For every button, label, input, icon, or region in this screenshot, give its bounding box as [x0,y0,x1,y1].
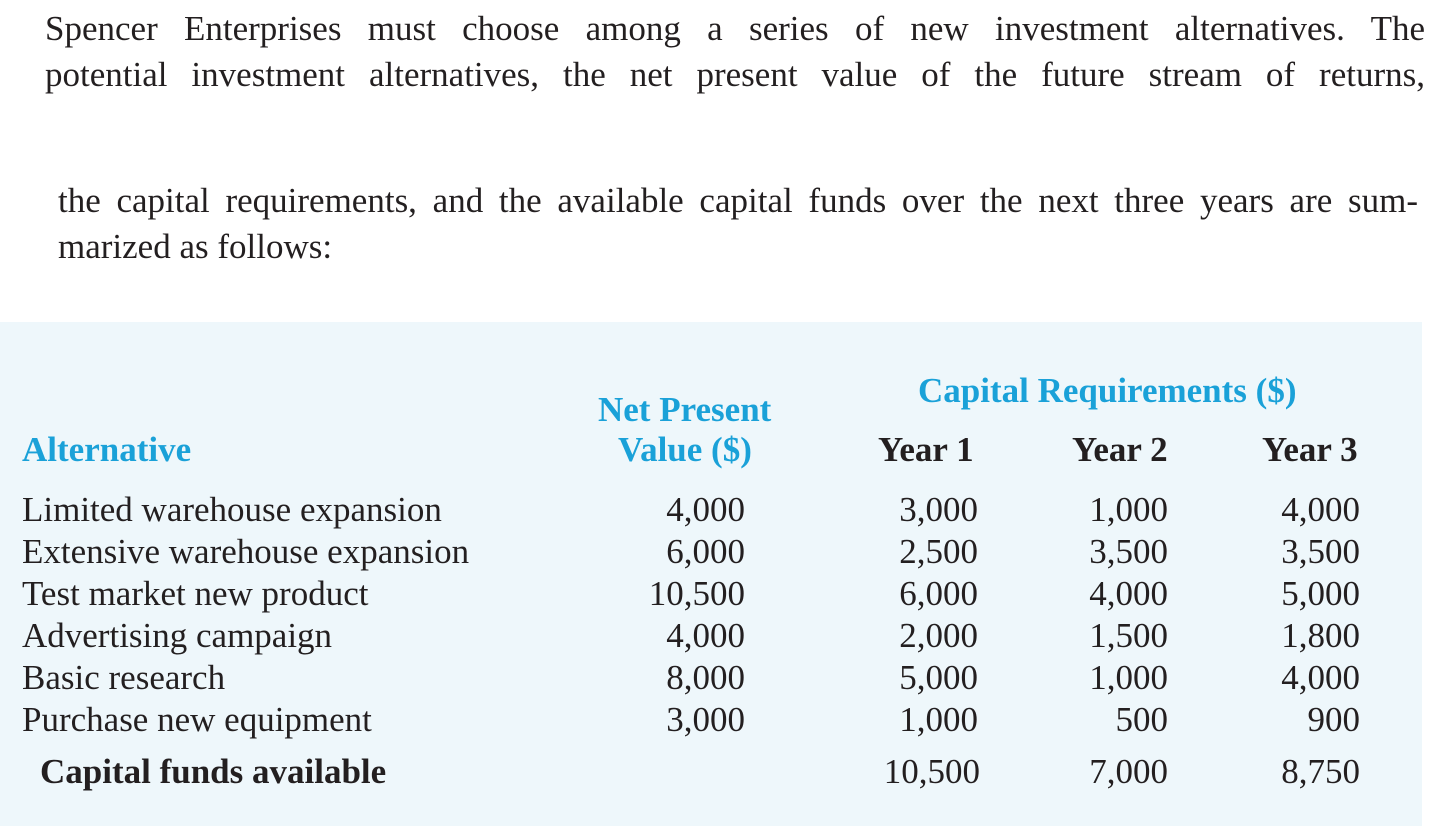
intro-line-4: marized as follows: [58,227,333,266]
npv-value: 6,000 [666,532,745,571]
npv-value: 4,000 [666,490,745,529]
year2-value: 500 [1115,700,1168,739]
investment-table [0,322,1422,826]
year3-value: 4,000 [1281,658,1360,697]
year1-value: 5,000 [899,658,978,697]
npv-header-line2: Value ($) [618,430,752,469]
year1-value: 1,000 [899,700,978,739]
capital-funds-year1: 10,500 [883,752,980,791]
year3-value: 5,000 [1281,574,1360,613]
year3-value: 4,000 [1281,490,1360,529]
year1-value: 2,500 [899,532,978,571]
npv-value: 8,000 [666,658,745,697]
alternative-name: Extensive warehouse expansion [22,532,470,571]
alternative-header: Alternative [22,430,192,469]
year3-value: 3,500 [1281,532,1360,571]
year1-value: 3,000 [899,490,978,529]
year3-header: Year 3 [1262,430,1358,469]
npv-value: 3,000 [666,700,745,739]
alternative-name: Test market new product [22,574,369,613]
capital-requirements-header: Capital Requirements ($) [918,371,1297,410]
year1-value: 2,000 [899,616,978,655]
intro-line-2: potential investment alternatives, the net present value of the future stream of returns, [45,55,1425,94]
npv-value: 10,500 [648,574,745,613]
alternative-name: Basic research [22,658,226,697]
year2-header: Year 2 [1072,430,1168,469]
year2-value: 3,500 [1089,532,1168,571]
capital-funds-year2: 7,000 [1089,752,1168,791]
intro-line-3: the capital requirements, and the available capital funds over the next three years are sum- [58,181,1418,220]
year3-value: 900 [1307,700,1360,739]
capital-funds-year3: 8,750 [1281,752,1360,791]
npv-header-line1: Net Present [598,390,772,429]
year1-header: Year 1 [878,430,974,469]
intro-paragraph-top [45,6,1425,98]
year2-value: 4,000 [1089,574,1168,613]
alternative-name: Limited warehouse expansion [22,490,442,529]
year2-value: 1,500 [1089,616,1168,655]
intro-line-1: Spencer Enterprises must choose among a series of new investment alternatives. The [45,9,1425,48]
year2-value: 1,000 [1089,658,1168,697]
year3-value: 1,800 [1281,616,1360,655]
year2-value: 1,000 [1089,490,1168,529]
intro-paragraph-bottom [58,178,1418,270]
alternative-name: Purchase new equipment [22,700,372,739]
year1-value: 6,000 [899,574,978,613]
alternative-name: Advertising campaign [22,616,333,655]
npv-value: 4,000 [666,616,745,655]
capital-funds-label: Capital funds available [40,752,387,791]
